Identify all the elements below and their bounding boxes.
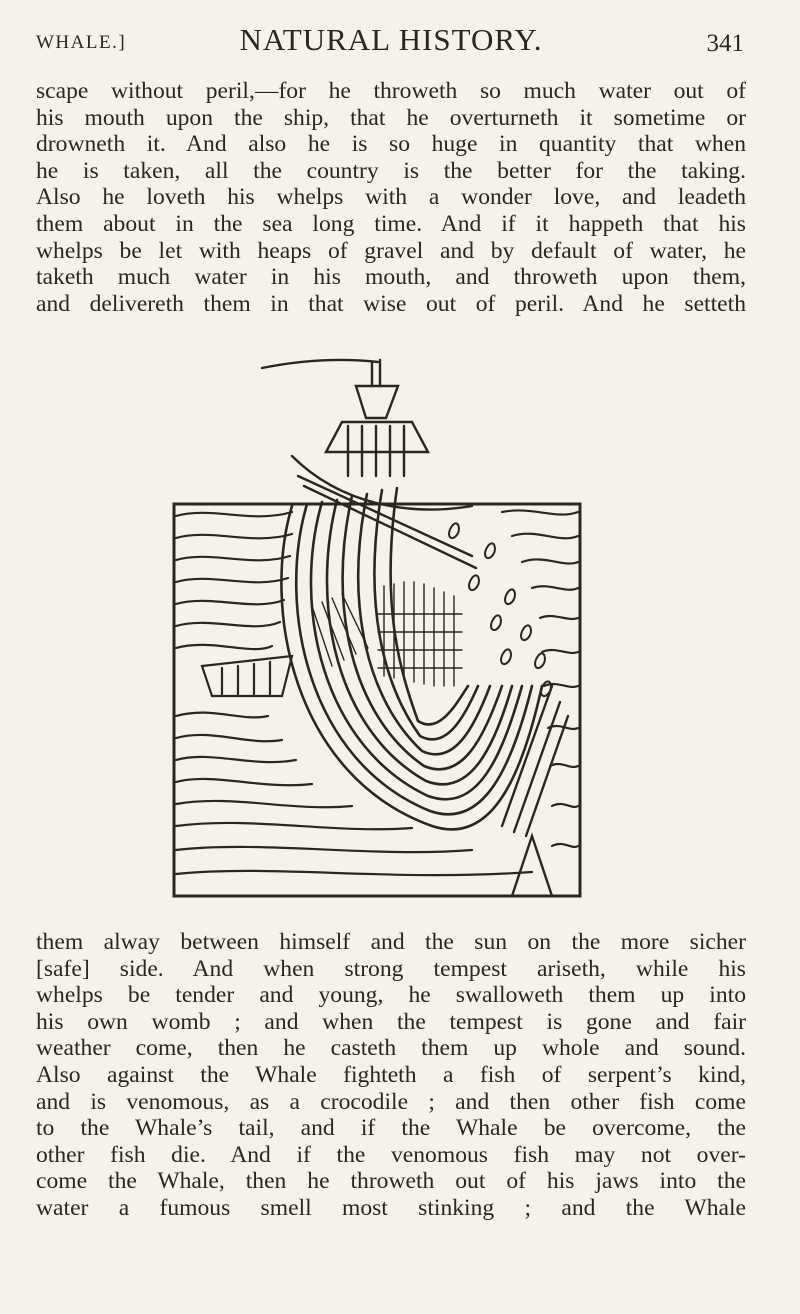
bottom-paragraph [36, 929, 746, 1222]
text-line: his mouth upon the ship, that he overturneth it sometime or [36, 104, 746, 131]
text-line: them alway between himself and the sun on the more sicher [36, 929, 746, 955]
text-line: water a fumous smell most stinking ; and the Whale [36, 1194, 746, 1221]
text-line: weather come, then he casteth them up whole and sound. [36, 1035, 746, 1062]
text-line: and is venomous, as a crocodile ; and then other fish come [36, 1088, 746, 1115]
top-paragraph [36, 78, 746, 317]
text-line: his own womb ; and when the tempest is gone and fair [36, 1008, 746, 1035]
ship [262, 360, 476, 568]
text-line: scape without peril,—for he throweth so much water out of [36, 78, 746, 104]
text-line: he is taken, all the country is the better for the taking. [36, 157, 746, 184]
small-boat [202, 656, 292, 696]
page-title: NATURAL HISTORY. [239, 22, 543, 57]
text-line: drowneth it. And also he is so huge in quantity that when [36, 131, 746, 158]
page-number: 341 [706, 30, 744, 57]
running-head: WHALE.] [36, 32, 127, 53]
whale-woodcut-illustration [172, 356, 584, 900]
whale-body [281, 488, 542, 829]
text-line: other fish die. And if the venomous fish may not over- [36, 1141, 746, 1168]
text-line: Also he loveth his whelps with a wonder love, and leadeth [36, 184, 746, 211]
text-line: Also against the Whale fighteth a fish of serpent’s kind, [36, 1061, 746, 1088]
text-line: whelps be tender and young, he swalloweth them up into [36, 982, 746, 1009]
whelps [449, 523, 551, 696]
text-line: to the Whale’s tail, and if the Whale be overcome, the [36, 1115, 746, 1142]
page-header [36, 22, 746, 62]
text-line: whelps be let with heaps of gravel and by default of water, he [36, 237, 746, 264]
text-line: come the Whale, then he throweth out of his jaws into the [36, 1168, 746, 1195]
text-line: and delivereth them in that wise out of peril. And he setteth [36, 290, 746, 317]
text-line: them about in the sea long time. And if it happeth that his [36, 210, 746, 237]
text-line: taketh much water in his mouth, and throweth upon them, [36, 264, 746, 291]
text-line: [safe] side. And when strong tempest ariseth, while his [36, 955, 746, 982]
